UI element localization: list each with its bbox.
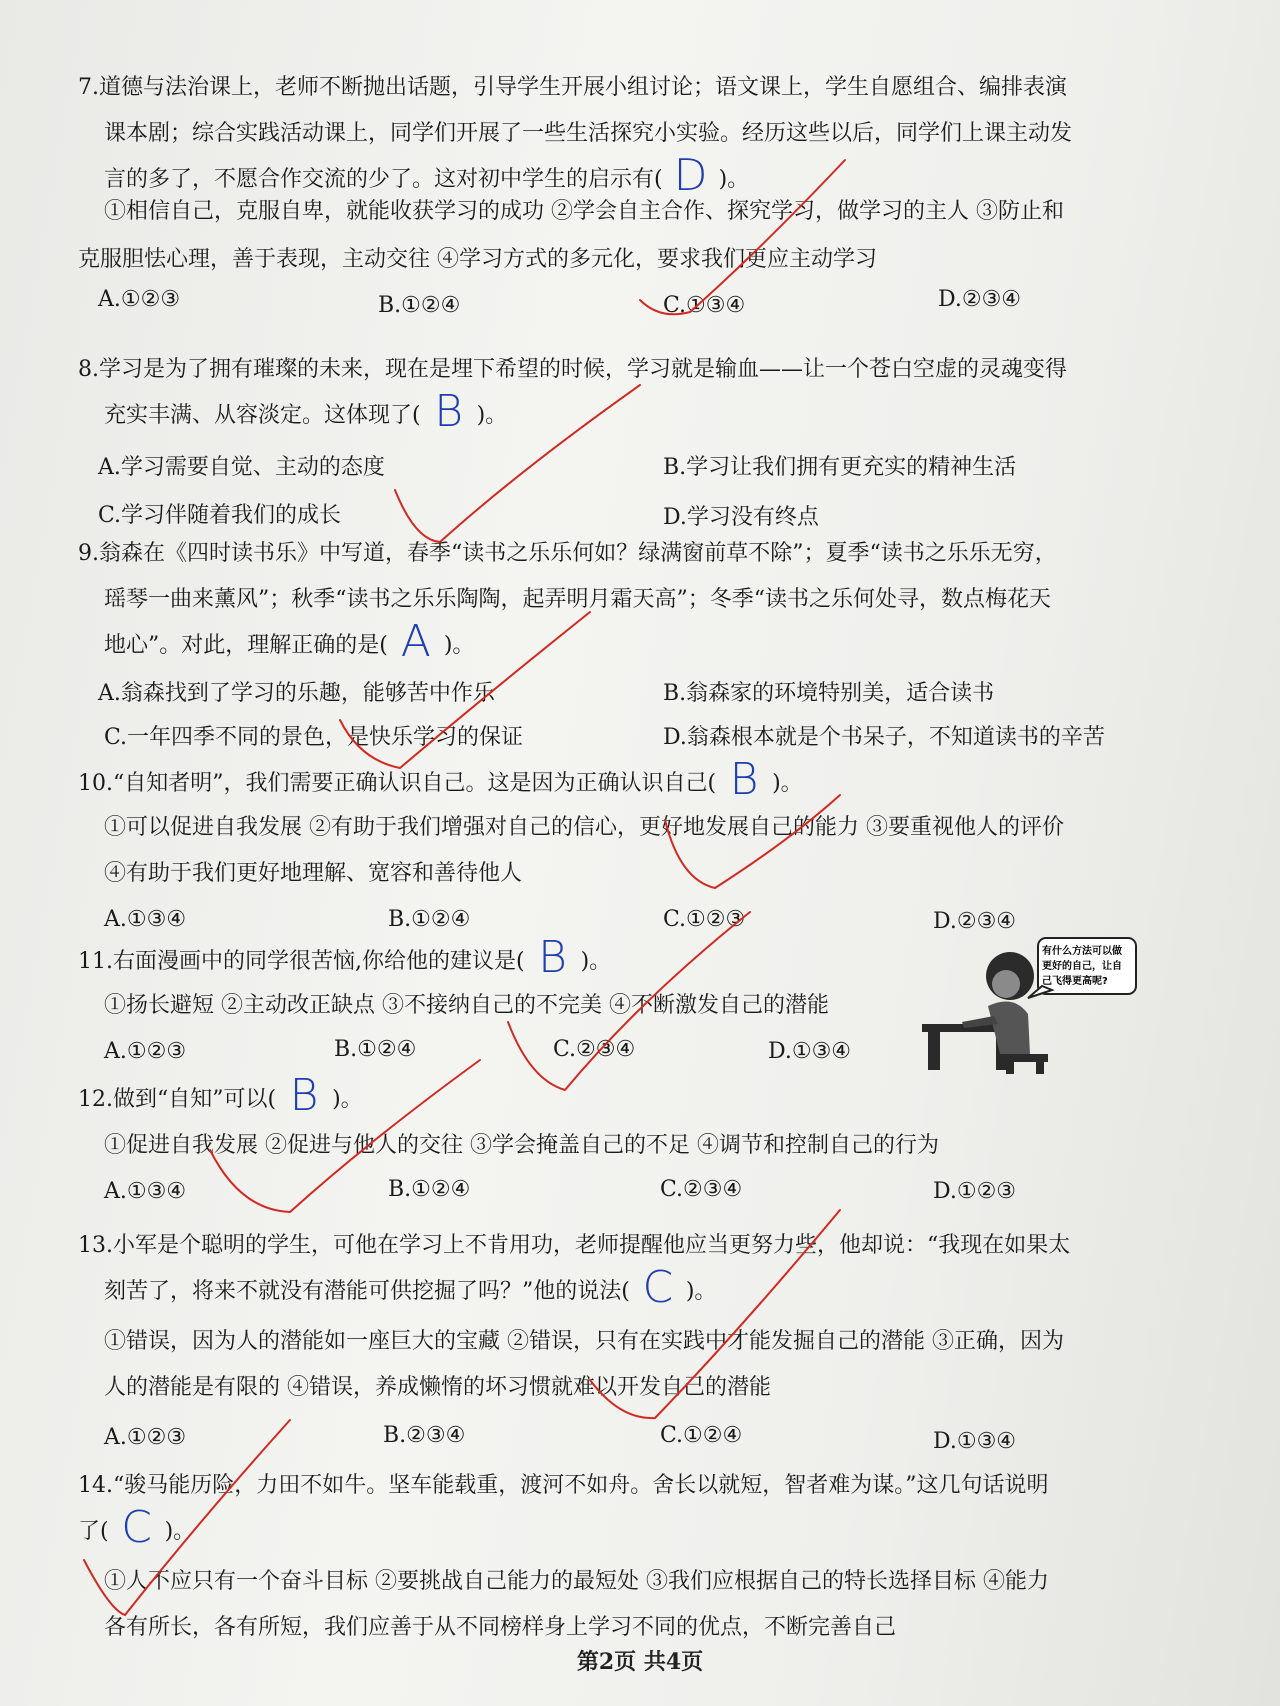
option-c: C.学习伴随着我们的成长 <box>98 503 342 528</box>
question-text: 刻苦了，将来不就没有潜能可供挖掘了吗？”他的说法( C )。 <box>104 1262 717 1313</box>
option-d: D.②③④ <box>938 287 1022 312</box>
statement-line: ①促进自我发展 ②促进与他人的交往 ③学会掩盖自己的不足 ④调节和控制自己的行为 <box>104 1133 939 1158</box>
question-text: 充实丰满、从容淡定。这体现了( B )。 <box>104 386 508 437</box>
option-d: D.①③④ <box>933 1429 1017 1454</box>
option-b: B.①②④ <box>334 1037 417 1062</box>
statement-line: ①人不应只有一个奋斗目标 ②要挑战自己能力的最短处 ③我们应根据自己的特长选择目标 ④能力 <box>104 1569 1049 1594</box>
option-c: C.①②③ <box>663 907 746 932</box>
statement-line: ①可以促进自我发展 ②有助于我们增强对自己的信心，更好地发展自己的能力 ③要重视他人的评价 <box>104 815 1064 840</box>
red-check-mark <box>640 150 845 314</box>
statement-line: 人的潜能是有限的 ④错误，养成懒惰的坏习惯就难以开发自己的潜能 <box>104 1375 771 1400</box>
option-a: A.①③④ <box>104 1179 187 1204</box>
question-text: 8.学习是为了拥有璀璨的未来，现在是埋下希望的时候，学习就是输血——让一个苍白空虚的灵魂变得 <box>78 357 1067 382</box>
handwritten-answer: B <box>289 1070 319 1121</box>
handwritten-answer: B <box>729 754 759 805</box>
statement-line: ④有助于我们更好地理解、宽容和善待他人 <box>104 861 523 886</box>
option-c: C.②③④ <box>553 1037 636 1062</box>
option-d: D.①③④ <box>768 1039 852 1064</box>
option-a: A.①②③ <box>104 1425 187 1450</box>
speech-line: 己飞得更高呢? <box>1042 976 1108 987</box>
option-b: B.学习让我们拥有更充实的精神生活 <box>663 455 1017 480</box>
question-text: 9.翁森在《四时读书乐》中写道，春季“读书之乐乐何如？绿满窗前草不除”；夏季“读书之乐乐无穷， <box>78 541 1057 566</box>
question-text: 课本剧；综合实践活动课上，同学们开展了一些生活探究小实验。经历这些以后，同学们上课主动发 <box>104 121 1073 146</box>
question-text: 7.道德与法治课上，老师不断抛出话题，引导学生开展小组讨论；语文课上，学生自愿组合、编排表演 <box>78 75 1067 100</box>
option-a: A.翁森找到了学习的乐趣，能够苦中作乐 <box>98 681 495 706</box>
page-footer: 第2页 共4页 <box>576 1649 704 1675</box>
option-c: C.一年四季不同的景色，是快乐学习的保证 <box>104 725 524 750</box>
handwritten-answer: A <box>400 616 431 667</box>
option-c: C.①③④ <box>663 293 746 318</box>
question-text: 11.右面漫画中的同学很苦恼,你给他的建议是( B )。 <box>78 932 612 983</box>
option-d: D.①②③ <box>933 1179 1017 1204</box>
option-b: B.①②④ <box>388 1177 471 1202</box>
option-b: B.①②④ <box>378 293 461 318</box>
question-text: 了( C )。 <box>78 1502 196 1553</box>
question-text: 言的多了，不愿合作交流的少了。这对初中学生的启示有( D )。 <box>104 150 750 201</box>
handwritten-answer: B <box>434 386 463 437</box>
option-c: C.①②④ <box>660 1423 743 1448</box>
speech-line: 有什么方法可以做 <box>1042 946 1122 957</box>
option-a: A.学习需要自觉、主动的态度 <box>98 455 385 480</box>
question-text: 地心”。对此，理解正确的是( A )。 <box>104 616 475 667</box>
statement-line: ①相信自己，克服自卑，就能收获学习的成功 ②学会自主合作、探究学习，做学习的主人 ③防止和 <box>104 199 1064 224</box>
question-text: 13.小军是个聪明的学生，可他在学习上不肯用功，老师提醒他应当更努力些，他却说：“我现在如果太 <box>78 1233 1071 1258</box>
statement-line: 克服胆怯心理，善于表现，主动交往 ④学习方式的多元化，要求我们更应主动学习 <box>78 247 877 272</box>
handwritten-answer: B <box>538 932 567 983</box>
handwritten-answer: C <box>642 1262 674 1313</box>
speech-line: 更好的自己，让自 <box>1042 961 1122 972</box>
handwritten-answer: C <box>121 1502 152 1553</box>
option-d: D.学习没有终点 <box>663 505 819 530</box>
red-check-mark <box>84 1420 290 1615</box>
statement-line: ①错误，因为人的潜能如一座巨大的宝藏 ②错误，只有在实践中才能发掘自己的潜能 ③正确，因为 <box>104 1329 1064 1354</box>
option-a: A.①③④ <box>104 907 187 932</box>
red-check-mark <box>340 612 590 768</box>
red-check-mark <box>508 912 750 1090</box>
statement-line: 各有所长，各有所短，我们应善于从不同榜样身上学习不同的优点，不断完善自己 <box>104 1615 897 1640</box>
question-text: 14.“骏马能历险，力田不如牛。坚车能载重，渡河不如舟。舍长以就短，智者难为谋。”这几句话说明 <box>78 1473 1049 1498</box>
red-check-mark <box>395 385 640 542</box>
option-d: D.②③④ <box>933 909 1017 934</box>
option-d: D.翁森根本就是个书呆子，不知道读书的辛苦 <box>663 725 1105 750</box>
handwritten-answer: D <box>673 150 708 201</box>
option-c: C.②③④ <box>660 1177 743 1202</box>
option-b: B.翁森家的环境特别美，适合读书 <box>663 681 995 706</box>
question-text: 10.“自知者明”，我们需要正确认识自己。这是因为正确认识自己( B )。 <box>78 754 803 805</box>
option-a: A.①②③ <box>98 287 181 312</box>
question-text: 12.做到“自知”可以( B )。 <box>78 1070 363 1121</box>
option-b: B.②③④ <box>383 1423 466 1448</box>
red-check-mark <box>665 795 840 888</box>
statement-line: ①扬长避短 ②主动改正缺点 ③不接纳自己的不完美 ④不断激发自己的潜能 <box>104 993 829 1018</box>
red-check-mark <box>210 1060 480 1212</box>
question-text: 瑶琴一曲来薰风”；秋季“读书之乐乐陶陶，起弄明月霜天高”；冬季“读书之乐何处寻，数点梅花天 <box>104 587 1051 612</box>
option-b: B.①②④ <box>388 907 471 932</box>
option-a: A.①②③ <box>104 1039 187 1064</box>
red-check-mark <box>590 1210 840 1418</box>
